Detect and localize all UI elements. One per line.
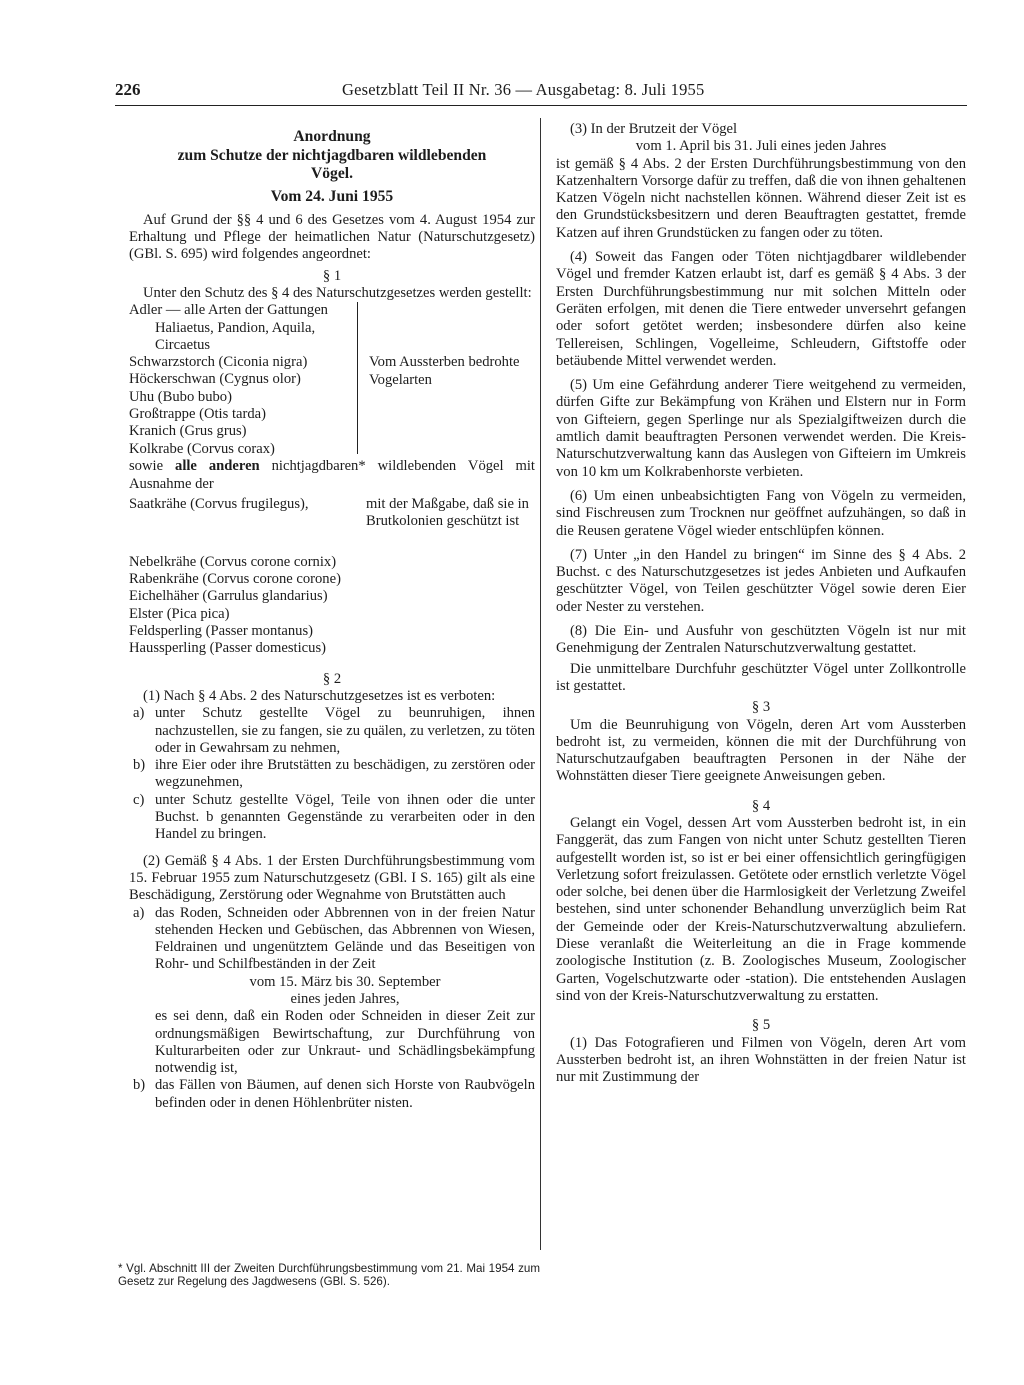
header-rule xyxy=(115,105,967,106)
item-label: c) xyxy=(133,791,145,808)
section-4-text: Gelangt ein Vogel, dessen Art vom Aussterben bedroht ist, in ein Fanggerät, das zum Fangen von nicht unter Schutz gestellten Tieren aufgestellt worden ist, so ist er bei einer offensichtlich geringfügigen Verletzung sofort freizulassen. Getötete oder ernstlich verletzte Vögel oder solche, bei denen über die Harmlosigkeit der Verletzung Zweifel bestehen, sind unter schonender Behandlung unverzüglich beim Rat der Gemeinde oder der Kreis-Naturschutzverwaltung abzuliefern. Diese veranlaßt die Weiterleitung an die in Frage kommende zoologische Institution (z. B. Zoologisches Museum, Zoologischer Garten, Vogelschutzwarte oder -station). Die entstehenden Auslagen sind von der Kreis-Naturschutzverwaltung zu erstatten. xyxy=(556,814,966,1004)
sowie-text: sowie xyxy=(129,458,176,475)
section-2-heading: § 2 xyxy=(322,670,342,687)
list-item: Schwarzstorch (Ciconia nigra) xyxy=(129,354,308,371)
item-text: das Roden, Schneiden oder Abbrennen von in der freien Natur stehenden Hecken und Gebüschen, das Abbrennen von Wiesen, Feldrainen und ungenütztem Gelände und das Beseitigen von Rohr- und Schilfbeständen in der Zeit xyxy=(155,904,535,973)
ordinance-date: Vom 24. Juni 1955 xyxy=(270,187,394,205)
para-5: (5) Um eine Gefährdung anderer Tiere weitgehend zu vermeiden, dürfen Gifte zur Bekämpfung von Krähen und Elstern nur in Form von Gifteiern, gegen Sperlinge nur als Spezialgiftweizen durch die amtlich damit beauftragten Personen verwendet werden. Die Kreis-Naturschutzverwaltung kann das Auslegen von Gifteiern im Umkreis von 10 km um Kolkrabenhorste verbieten. xyxy=(556,377,966,480)
item-body xyxy=(155,905,535,1078)
curly-brace xyxy=(351,302,358,454)
section-5-heading: § 5 xyxy=(751,1017,771,1034)
page-number: 226 xyxy=(115,80,141,99)
item-label: b) xyxy=(133,757,146,774)
para-8-continued: Die unmittelbare Durchfuhr geschützter Vögel unter Zollkontrolle ist gestattet. xyxy=(556,660,966,694)
item-text: unter Schutz gestellte Vögel, Teile von ihnen oder die unter Buchst. b genannten Gegenstände zu verarbeiten oder in den Handel zu bringen. xyxy=(155,791,535,843)
list-item: Haussperling (Passer domesticus) xyxy=(129,640,326,657)
endangered-species-list xyxy=(129,302,359,458)
ordinance-title-line-1: Anordnung xyxy=(293,128,371,145)
ordinance-title-line-2: zum Schutze der nichtjagdbaren wildlebenden xyxy=(177,146,487,164)
list-item: Kolkrabe (Corvus corax) xyxy=(129,440,275,457)
list-item xyxy=(133,792,535,844)
list-item: Großtrappe (Otis tarda) xyxy=(129,406,266,423)
list-item: Feldsperling (Passer montanus) xyxy=(129,623,314,640)
para-4: (4) Soweit das Fangen oder Töten nichtjagdbarer wildlebender Vögel und fremder Katzen erlaubt ist, darf es gemäß § 4 Abs. 3 der Ersten Durchführungsbestimmung nur mit solchen Mitteln oder Geräten erfolgen, mit denen die Tiere entweder unversehrt gefangen oder sofort getötet werden; insbesondere dürfen also keine Tellereisen, Schlingen, Vogelleime, Schleudern, Giftstoffe oder betäubende Mittel verwendet werden. xyxy=(556,249,966,369)
list-item: Kranich (Grus grus) xyxy=(129,423,247,440)
running-title: Gesetzblatt Teil II Nr. 36 — Ausgabetag: 8. Juli 1955 xyxy=(342,80,705,99)
endangered-label: Vom Aussterben bedrohte Vogelarten xyxy=(369,354,520,388)
list-item xyxy=(133,757,535,792)
list-item: Adler — alle Arten der Gattungen Haliaetus, Pandion, Aquila, Circaetus xyxy=(129,302,328,353)
section-2-para-2: (2) Gemäß § 4 Abs. 1 der Ersten Durchführungsbestimmung vom 15. Februar 1955 zum Naturschutzgesetz (GBl. I S. 165) gilt als eine Beschädigung, Zerstörung oder Wegnahme von Brutstätten auch xyxy=(129,852,535,904)
sowie-text-end: nichtjagdbaren* wildlebenden Vögel mit Ausnahme der xyxy=(129,458,535,492)
item-label: b) xyxy=(133,1077,146,1094)
list-item xyxy=(133,905,535,1078)
list-item xyxy=(133,705,535,757)
para-7: (7) Unter „in den Handel zu bringen“ im Sinne des § 4 Abs. 2 Buchst. c des Naturschutzgesetzes ist jedes Anbieten und Aufkaufen geschützter Vögel, von Teilen geschützter Vögel sowie deren Eier oder Nester zu verstehen. xyxy=(556,546,966,615)
page-header xyxy=(115,80,967,106)
section-1-heading: § 1 xyxy=(322,267,342,284)
list-item: Höckerschwan (Cygnus olor) xyxy=(129,371,301,388)
para-3-line-2: vom 1. April bis 31. Juli eines jeden Jahres xyxy=(635,138,887,155)
list-item xyxy=(133,1077,535,1112)
section-2-para-1: (1) Nach § 4 Abs. 2 des Naturschutzgesetzes ist es verboten: xyxy=(143,687,496,704)
period-line-1: vom 15. März bis 30. September xyxy=(249,973,441,990)
sowie-line xyxy=(129,458,535,493)
item-label: a) xyxy=(133,705,145,722)
saatkraehe-name: Saatkrähe (Corvus frugilegus), xyxy=(129,495,309,512)
para-3-text: ist gemäß § 4 Abs. 2 der Ersten Durchführungsbestimmung von den Katzenhaltern Vorsorge dafür zu treffen, daß die von ihnen gehaltenen Katzen Vögeln nicht nachstellen können. Während dieser Zeit ist es den Grundstücksbesitzern und deren Beauftragten gestattet, fremde Katzen auf ihren Grundstücken zu fangen oder zu töten. xyxy=(556,155,966,241)
period-line-2: eines jeden Jahres, xyxy=(290,991,400,1007)
item-label: a) xyxy=(133,904,145,921)
right-column xyxy=(556,121,966,1086)
para-6: (6) Um einen unbeabsichtigten Fang von Vögeln zu vermeiden, sind Fischreusen zum Trocknen nur geöffnet aufzuhängen, so daß in die Reusen geratene Vögel wieder entschlüpfen können. xyxy=(556,487,966,539)
item-text: das Fällen von Bäumen, auf denen sich Horste von Raubvögeln befinden oder in denen Höhlenbrüter nisten. xyxy=(155,1077,535,1111)
list-item: Rabenkrähe (Corvus corone corone) xyxy=(129,571,341,588)
list-item: Nebelkrähe (Corvus corone cornix) xyxy=(129,553,337,570)
exception-species-list xyxy=(129,554,535,658)
item-text: unter Schutz gestellte Vögel zu beunruhigen, ihnen nachzustellen, sie zu fangen, sie zu quälen, zu verletzen, zu töten oder in Gewahrsam zu nehmen, xyxy=(155,705,535,756)
footnote: * Vgl. Abschnitt III der Zweiten Durchführungsbestimmung vom 21. Mai 1954 zum Gesetz zur Regelung des Jagdwesens (GBl. S. 526). xyxy=(118,1262,540,1288)
intro-paragraph: Auf Grund der §§ 4 und 6 des Gesetzes vom 4. August 1954 zur Erhaltung und Pflege der heimatlichen Natur (Naturschutzgesetz) (GBl. S. 695) wird folgendes angeordnet: xyxy=(129,211,535,263)
saatkraehe-entry xyxy=(129,496,535,552)
section-5-text: (1) Das Fotografieren und Filmen von Vögeln, deren Art vom Aussterben bedroht ist, an ihren Wohnstätten in der freien Natur ist nur mit Zustimmung der xyxy=(556,1034,966,1086)
para-8: (8) Die Ein- und Ausfuhr von geschützten Vögeln ist nur mit Genehmigung der Zentralen Naturschutzverwaltung gestattet. xyxy=(556,623,966,657)
item-text-continued: es sei denn, daß ein Roden oder Schneiden in dieser Zeit zur ordnungsmäßigen Bewirtschaftung, zur Durchführung von Kulturarbeiten oder zur Unkraut- und Schädlingsbekämpfung notwendig ist, xyxy=(155,1008,535,1077)
column-divider xyxy=(540,118,541,1250)
ordinance-title-line-3: Vögel. xyxy=(310,165,353,182)
saatkraehe-note: mit der Maßgabe, daß sie in Brutkolonien geschützt ist xyxy=(366,495,529,530)
item-text: ihre Eier oder ihre Brutstätten zu beschädigen, zu zerstören oder wegzunehmen, xyxy=(155,757,535,791)
section-4-heading: § 4 xyxy=(751,797,771,814)
para-3-line-1: (3) In der Brutzeit der Vögel xyxy=(570,121,738,137)
list-item: Elster (Pica pica) xyxy=(129,605,230,622)
list-item: Eichelhäher (Garrulus glandarius) xyxy=(129,588,328,605)
section-1-text: Unter den Schutz des § 4 des Naturschutzgesetzes werden gestellt: xyxy=(143,284,532,301)
list-item: Uhu (Bubo bubo) xyxy=(129,388,232,405)
sowie-bold-text: alle anderen xyxy=(175,458,260,475)
section-3-heading: § 3 xyxy=(751,699,771,716)
section-3-text: Um die Beunruhigung von Vögeln, deren Art vom Aussterben bedroht ist, zu vermeiden, können die mit der Durchführung von Naturschutzaufgaben beauftragten Personen in der Nähe der Wohnstätten dieser Tiere geeignete Anweisungen geben. xyxy=(556,716,966,785)
endangered-species-group xyxy=(129,302,535,458)
left-column xyxy=(129,128,535,1112)
